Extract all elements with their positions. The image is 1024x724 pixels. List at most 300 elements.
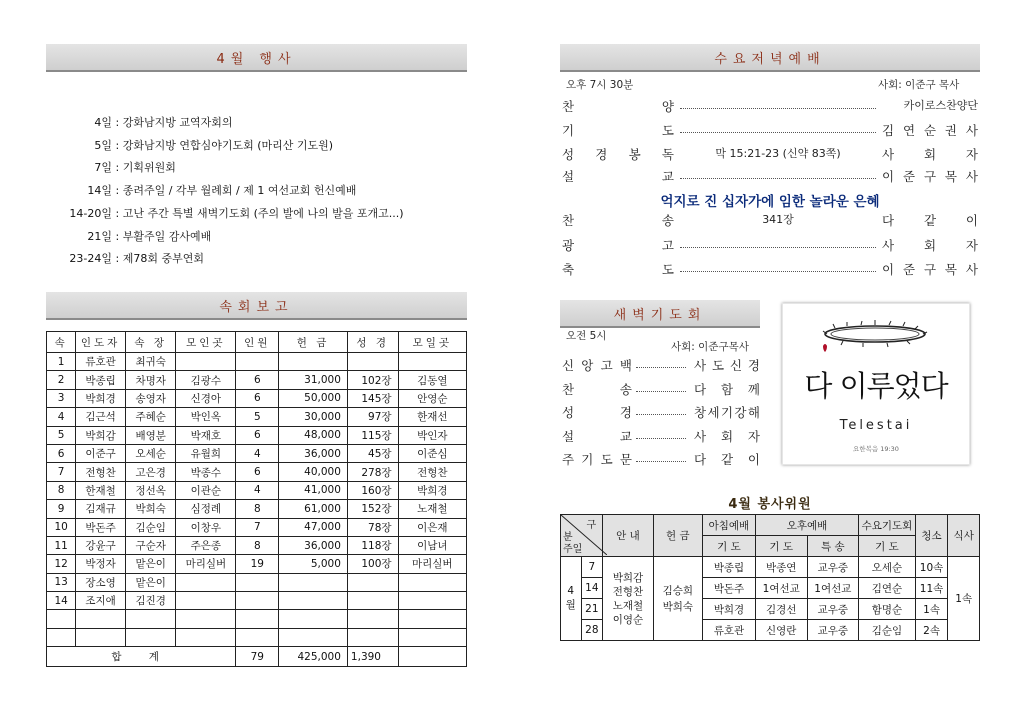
table-cell	[76, 628, 126, 646]
table-cell: 7	[47, 463, 76, 481]
table-cell	[347, 628, 398, 646]
attendance-col-header: 모일곳	[398, 332, 466, 353]
order-label-char: 교	[619, 428, 632, 444]
service-table	[560, 514, 980, 641]
table-cell: 박인자	[398, 426, 466, 444]
order-value-char: 이	[882, 262, 895, 277]
table-row	[47, 500, 467, 518]
table-row	[47, 463, 467, 481]
table-cell: 19	[236, 555, 279, 573]
order-value-char: 회	[720, 428, 734, 444]
corner-top: 구	[586, 520, 597, 531]
dotted-leader	[636, 383, 686, 392]
table-cell	[47, 628, 76, 646]
table-cell	[398, 610, 466, 628]
service-subheader: 기 도	[702, 536, 755, 557]
poster-sub-text: Telestai	[839, 418, 913, 433]
order-value	[882, 236, 978, 254]
table-cell: 차명자	[125, 371, 175, 389]
table-row	[47, 444, 467, 462]
order-label-char: 도	[600, 452, 613, 467]
attendance-total-row	[47, 647, 467, 667]
order-value-char: 연	[902, 123, 916, 138]
event-item	[48, 250, 204, 266]
order-value-char: 세	[707, 405, 720, 420]
table-cell	[236, 592, 279, 610]
table-cell: 78장	[347, 518, 398, 536]
attendance-col-header: 인원	[236, 332, 279, 353]
attendance-title: 속회보고	[219, 299, 294, 315]
table-row	[561, 557, 980, 578]
order-detail: 막 15:21-23 (신약 83쪽)	[680, 145, 876, 161]
order-value-char: 신	[729, 358, 743, 373]
order-label	[562, 380, 632, 398]
table-cell: 9	[47, 500, 76, 518]
event-item	[48, 137, 333, 153]
order-label	[562, 97, 674, 115]
event-item	[48, 228, 211, 244]
table-cell	[176, 353, 236, 371]
corner-bottom: 주일	[563, 544, 583, 555]
table-cell: 마리실버	[398, 555, 466, 573]
table-cell: 박종립	[76, 371, 126, 389]
table-cell: 145장	[347, 389, 398, 407]
table-cell: 6	[236, 463, 279, 481]
table-cell	[347, 353, 398, 371]
table-cell	[47, 610, 76, 628]
table-cell	[125, 628, 175, 646]
order-value	[882, 121, 978, 139]
table-cell: 6	[236, 371, 279, 389]
service-cell: 박종연	[755, 557, 807, 578]
table-cell: 장소영	[76, 573, 126, 591]
order-value-char: 사	[694, 358, 707, 373]
event-text: 강화남지방 교역자회의	[122, 116, 233, 129]
table-cell: 주은종	[176, 536, 236, 554]
table-cell: 주혜순	[125, 408, 175, 426]
service-cell: 1속	[915, 599, 948, 620]
guide-name: 이영순	[612, 613, 644, 626]
event-item	[48, 182, 356, 198]
order-value-char: 권	[944, 123, 957, 138]
order-value-char: 함	[720, 381, 734, 397]
table-cell: 맡은이	[125, 573, 175, 591]
order-value	[882, 260, 978, 278]
service-header-offering: 헌 금	[653, 515, 702, 557]
event-date: 21일	[87, 229, 112, 243]
event-text: 강화남지방 연합심야기도회 (마리산 기도원)	[122, 138, 334, 152]
dotted-leader	[680, 170, 876, 179]
dawn-host: 사회: 이준구목사	[671, 341, 749, 353]
table-cell: 100장	[347, 555, 398, 573]
table-cell: 강윤구	[76, 536, 126, 554]
poster-main-text: 다 이루었다	[804, 369, 948, 403]
order-value-char: 다	[694, 452, 707, 467]
order-label-char: 양	[661, 99, 674, 114]
order-label-char: 경	[595, 147, 608, 162]
table-cell: 정선옥	[125, 481, 175, 499]
table-cell	[176, 573, 236, 591]
poster-reference: 요한복음 19:30	[853, 445, 899, 453]
order-label-char: 설	[562, 428, 575, 444]
table-row	[47, 371, 467, 389]
table-cell: 2	[47, 371, 76, 389]
table-row	[47, 592, 467, 610]
table-cell	[236, 573, 279, 591]
table-cell: 이남녀	[398, 536, 466, 554]
event-colon: :	[112, 116, 123, 129]
event-colon: :	[112, 161, 123, 175]
order-label	[562, 211, 674, 229]
table-cell: 3	[47, 389, 76, 407]
table-cell: 고은경	[125, 463, 175, 481]
order-value-char: 강	[734, 405, 747, 420]
table-cell: 31,000	[279, 371, 348, 389]
service-cell: 오세순	[859, 557, 916, 578]
order-label	[562, 403, 632, 421]
table-row	[47, 426, 467, 444]
table-cell: 김진경	[125, 592, 175, 610]
table-cell: 오세순	[125, 444, 175, 462]
event-text: 부활주일 감사예배	[122, 229, 212, 243]
order-value-char: 구	[923, 262, 937, 277]
order-label	[562, 167, 674, 185]
order-value-char: 사	[882, 238, 895, 253]
order-detail: 341장	[680, 211, 876, 227]
table-row	[47, 536, 467, 554]
service-header-row	[561, 515, 980, 536]
table-cell: 41,000	[279, 481, 348, 499]
table-cell: 8	[236, 500, 279, 518]
table-cell: 102장	[347, 371, 398, 389]
table-cell: 47,000	[279, 518, 348, 536]
service-cell: 11속	[915, 578, 948, 599]
order-label-char: 문	[619, 452, 632, 467]
table-cell: 6	[236, 426, 279, 444]
table-cell: 송영자	[125, 389, 175, 407]
table-cell: 이관순	[176, 481, 236, 499]
table-cell	[236, 610, 279, 628]
order-value: 카이로스찬양단	[903, 99, 978, 112]
order-value-char: 해	[747, 405, 760, 420]
table-cell: 1	[47, 353, 76, 371]
order-label-char: 주	[562, 452, 575, 467]
event-colon: :	[112, 138, 123, 152]
total-label: 합 계	[47, 647, 236, 667]
table-cell: 8	[236, 536, 279, 554]
attendance-body	[47, 353, 467, 667]
wednesday-time: 오후 7시 30분	[566, 79, 634, 91]
service-guide-cell	[603, 557, 654, 641]
order-value-char: 목	[944, 262, 957, 277]
service-cell: 1여선교	[807, 578, 859, 599]
order-label	[562, 450, 632, 468]
order-value-char: 사	[965, 169, 978, 184]
service-cell: 박돈주	[702, 578, 755, 599]
table-cell: 김동열	[398, 371, 466, 389]
event-text: 제78회 중부연회	[122, 252, 204, 266]
order-label-char: 성	[562, 405, 575, 420]
order-value-char: 께	[747, 381, 760, 397]
dotted-leader	[680, 239, 876, 248]
order-value-char: 사	[965, 262, 978, 277]
event-text: 종려주일 / 각부 월례회 / 제 1 여선교회 헌신예배	[122, 184, 357, 198]
service-cell: 교우중	[807, 557, 859, 578]
table-cell: 4	[47, 408, 76, 426]
service-day: 28	[581, 620, 603, 641]
service-cell: 10속	[915, 557, 948, 578]
order-value-char: 사	[694, 428, 707, 444]
event-date: 14-20일	[69, 206, 112, 220]
table-cell: 박희숙	[125, 500, 175, 518]
order-value-char: 이	[965, 213, 978, 228]
service-header-guide: 안 내	[603, 515, 654, 557]
order-value-char: 목	[944, 169, 957, 184]
event-date: 7일	[94, 161, 112, 175]
dotted-leader	[680, 124, 876, 133]
event-item	[48, 205, 404, 221]
table-cell	[398, 353, 466, 371]
dawn-banner	[560, 300, 760, 328]
table-cell: 노재철	[398, 500, 466, 518]
event-colon: :	[112, 252, 123, 266]
wednesday-title: 수요저녁예배	[714, 51, 826, 67]
service-month: 4월	[561, 557, 582, 641]
order-value-char: 사	[965, 123, 978, 138]
total-people: 79	[236, 647, 279, 667]
table-cell: 48,000	[279, 426, 348, 444]
service-cell: 류호관	[702, 620, 755, 641]
order-label-char: 송	[619, 381, 632, 397]
order-value-char: 경	[747, 358, 760, 373]
order-value-char: 김	[882, 123, 895, 138]
service-title: 4월 봉사위원	[728, 497, 812, 512]
table-cell	[76, 610, 126, 628]
order-value	[882, 211, 978, 229]
table-cell	[347, 592, 398, 610]
order-value	[694, 427, 760, 445]
table-cell: 50,000	[279, 389, 348, 407]
order-value	[882, 145, 978, 163]
order-label-char: 기	[581, 452, 594, 467]
service-subheader: 특 송	[807, 536, 859, 557]
table-cell: 유월희	[176, 444, 236, 462]
event-text: 고난 주간 특별 새벽기도회 (주의 발에 나의 발을 포개고...)	[122, 206, 404, 220]
table-cell: 12	[47, 555, 76, 573]
service-meal: 1속	[948, 557, 980, 641]
table-cell: 김근석	[76, 408, 126, 426]
order-value-char: 회	[923, 238, 937, 253]
service-cell: 교우중	[807, 599, 859, 620]
guide-name: 박희감	[612, 571, 644, 584]
table-row	[47, 610, 467, 628]
order-label	[562, 236, 674, 254]
table-cell: 전형찬	[398, 463, 466, 481]
table-row	[47, 573, 467, 591]
attendance-header-row	[47, 332, 467, 353]
order-value-char: 다	[882, 213, 895, 228]
service-cell: 2속	[915, 620, 948, 641]
service-header-afternoon: 오후예배	[755, 515, 858, 536]
table-row	[47, 518, 467, 536]
table-cell: 61,000	[279, 500, 348, 518]
table-row	[47, 555, 467, 573]
order-label	[562, 260, 674, 278]
attendance-col-header: 모인곳	[176, 332, 236, 353]
service-header-wednesday: 수요기도회	[859, 515, 916, 536]
event-date: 4일	[94, 116, 112, 129]
order-label-char: 성	[562, 147, 575, 162]
attendance-col-header: 헌 금	[279, 332, 348, 353]
table-cell	[279, 592, 348, 610]
service-cell: 김경선	[755, 599, 807, 620]
order-label	[562, 356, 632, 374]
order-label-char: 앙	[581, 358, 594, 373]
table-cell	[279, 610, 348, 628]
event-colon: :	[112, 206, 123, 220]
order-value-char: 자	[965, 147, 978, 162]
event-item	[48, 114, 232, 130]
order-value-char: 같	[923, 213, 937, 228]
order-label-char: 교	[661, 169, 674, 184]
table-cell: 13	[47, 573, 76, 591]
table-cell: 최귀숙	[125, 353, 175, 371]
table-row	[47, 353, 467, 371]
order-value-char: 기	[720, 405, 734, 420]
service-header-morning: 아침예배	[702, 515, 755, 536]
table-cell: 5	[47, 426, 76, 444]
order-label-char: 백	[619, 358, 632, 373]
poster-image	[782, 303, 970, 465]
table-cell	[236, 628, 279, 646]
order-label-char: 독	[661, 147, 674, 162]
table-cell	[279, 353, 348, 371]
table-cell: 김재규	[76, 500, 126, 518]
table-cell: 11	[47, 536, 76, 554]
order-label-char: 찬	[562, 99, 575, 114]
service-cell: 김순임	[859, 620, 916, 641]
total-offering: 425,000	[279, 647, 348, 667]
table-cell	[236, 353, 279, 371]
event-date: 23-24일	[69, 252, 112, 266]
order-value-char: 사	[882, 147, 895, 162]
table-row	[47, 389, 467, 407]
table-cell: 박인옥	[176, 408, 236, 426]
order-value-char: 회	[923, 147, 937, 162]
table-cell: 심정례	[176, 500, 236, 518]
table-cell: 박희감	[76, 426, 126, 444]
table-cell: 152장	[347, 500, 398, 518]
table-cell	[279, 573, 348, 591]
dotted-leader	[636, 359, 686, 368]
service-cell: 박희경	[702, 599, 755, 620]
table-cell: 이은재	[398, 518, 466, 536]
service-subheader: 기 도	[859, 536, 916, 557]
table-cell: 45장	[347, 444, 398, 462]
order-label-char: 찬	[562, 381, 575, 397]
total-bible: 1,390	[347, 647, 398, 667]
order-value-char: 자	[747, 428, 760, 444]
table-cell: 36,000	[279, 536, 348, 554]
table-cell: 류호관	[76, 353, 126, 371]
table-cell: 한재철	[76, 481, 126, 499]
service-header-cleaning: 청소	[915, 515, 948, 557]
table-cell	[398, 628, 466, 646]
service-header-meal: 식사	[948, 515, 980, 557]
table-cell: 박재호	[176, 426, 236, 444]
table-cell: 7	[236, 518, 279, 536]
table-cell: 이준구	[76, 444, 126, 462]
order-label	[562, 121, 674, 139]
table-cell: 5	[236, 408, 279, 426]
table-cell: 6	[47, 444, 76, 462]
table-cell: 한재선	[398, 408, 466, 426]
order-value-char: 이	[882, 169, 895, 184]
table-cell: 40,000	[279, 463, 348, 481]
table-cell: 160장	[347, 481, 398, 499]
order-value	[882, 167, 978, 185]
order-value-char: 자	[965, 238, 978, 253]
table-row	[47, 408, 467, 426]
order-value	[694, 356, 760, 374]
table-cell: 14	[47, 592, 76, 610]
order-value-char: 준	[902, 169, 916, 184]
table-row	[47, 481, 467, 499]
table-cell: 안영순	[398, 389, 466, 407]
table-cell: 김광수	[176, 371, 236, 389]
table-cell	[347, 573, 398, 591]
total-empty	[398, 647, 466, 667]
dotted-leader	[636, 430, 686, 439]
order-value-char: 순	[923, 123, 937, 138]
order-label-char: 찬	[562, 213, 575, 228]
table-cell: 4	[236, 444, 279, 462]
attendance-banner	[46, 292, 467, 320]
service-cell: 함명순	[859, 599, 916, 620]
dotted-leader	[680, 263, 876, 272]
events-title: 4월 행사	[216, 51, 297, 67]
table-cell: 구순자	[125, 536, 175, 554]
order-value-char: 준	[902, 262, 916, 277]
table-cell: 신경아	[176, 389, 236, 407]
service-cell: 교우중	[807, 620, 859, 641]
table-cell: 5,000	[279, 555, 348, 573]
service-day: 7	[581, 557, 603, 578]
attendance-col-header: 속 장	[125, 332, 175, 353]
table-cell	[125, 610, 175, 628]
table-cell: 118장	[347, 536, 398, 554]
corner-mid: 분	[563, 532, 573, 543]
service-cell: 김연순	[859, 578, 916, 599]
attendance-col-header: 성 경	[347, 332, 398, 353]
dotted-leader	[636, 453, 686, 462]
dawn-title: 새벽기도회	[613, 307, 707, 323]
table-cell	[176, 628, 236, 646]
order-label-char: 경	[619, 405, 632, 420]
order-value-char: 창	[694, 405, 707, 420]
event-text: 기획위원회	[122, 161, 176, 175]
event-item	[48, 159, 176, 175]
order-label	[562, 427, 632, 445]
event-date: 5일	[94, 138, 112, 152]
offering-name: 김승희	[662, 584, 694, 597]
dotted-leader	[680, 100, 876, 109]
attendance-col-header: 속	[47, 332, 76, 353]
order-label-char: 신	[562, 358, 575, 373]
table-cell: 김순임	[125, 518, 175, 536]
order-value-char: 도	[711, 358, 725, 373]
table-cell: 6	[236, 389, 279, 407]
